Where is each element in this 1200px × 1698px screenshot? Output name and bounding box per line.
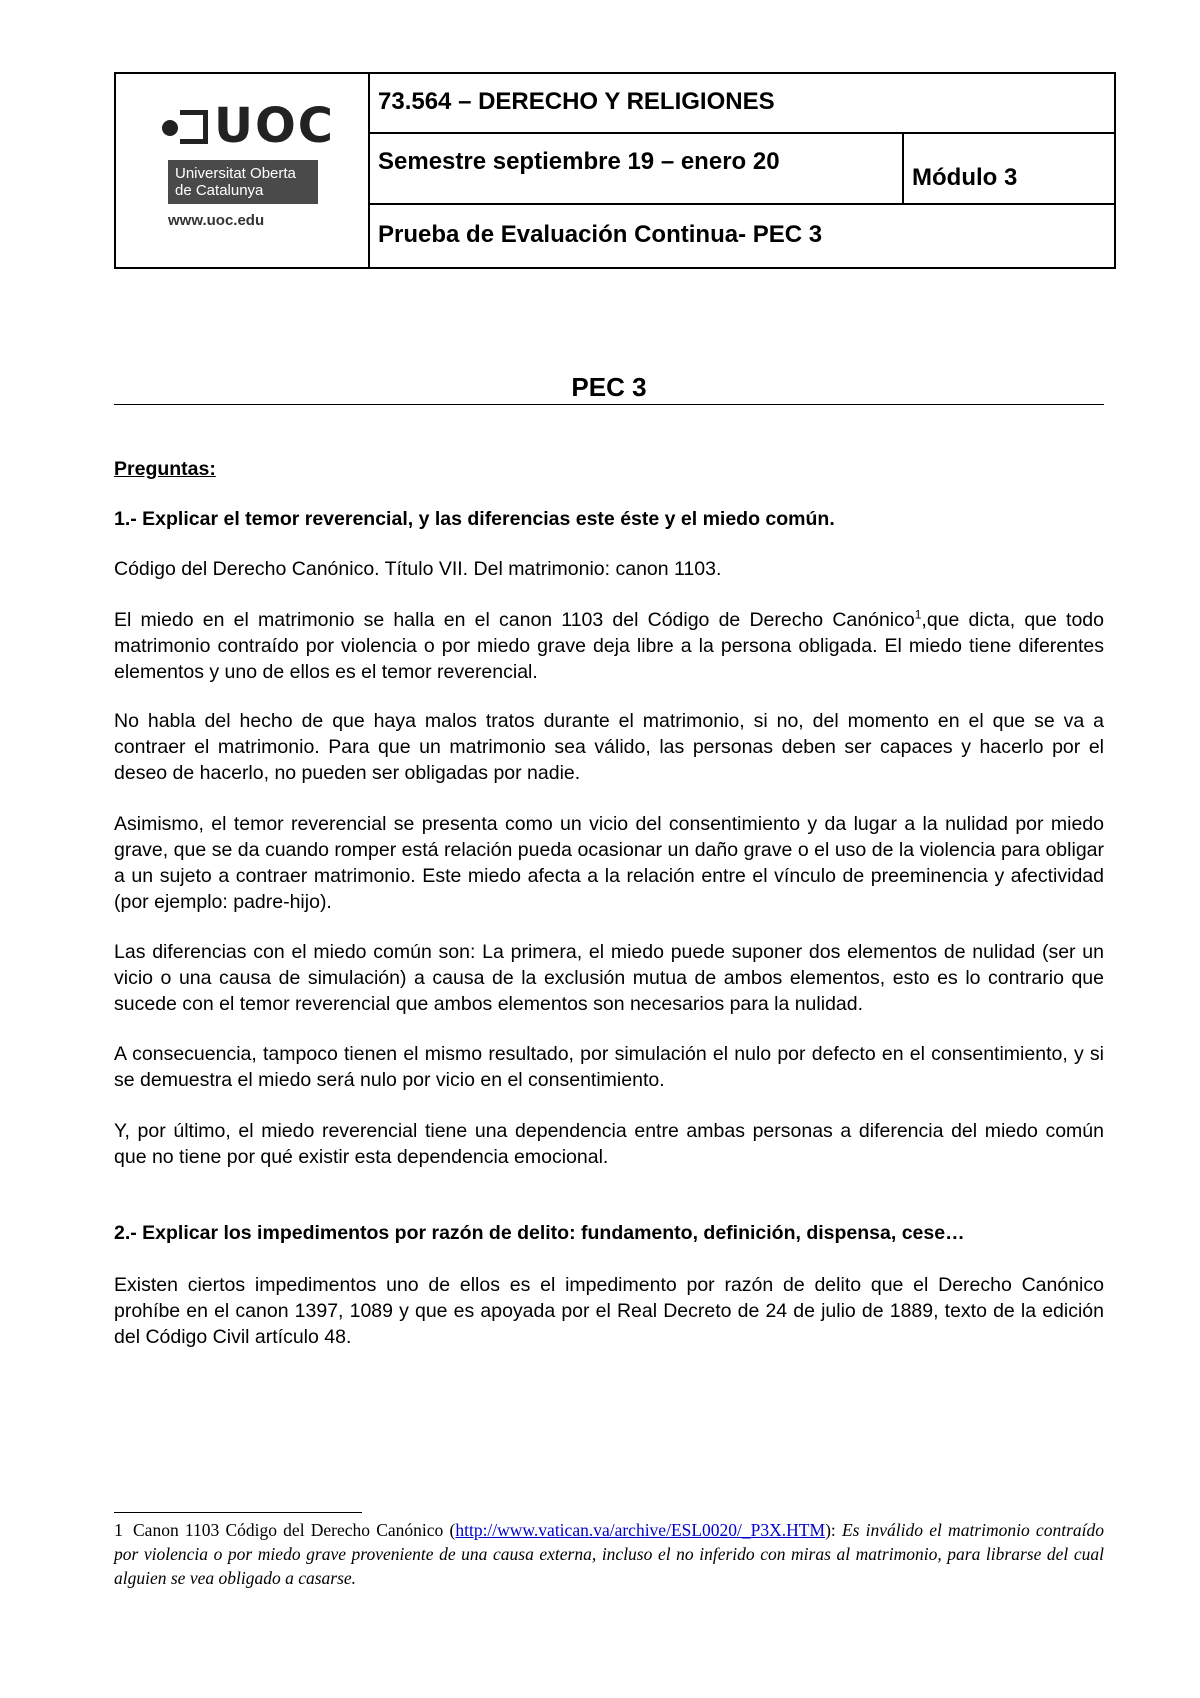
q1-paragraph-5: Las diferencias con el miedo común son: La primera, el miedo puede suponer dos elementos de nulidad (ser un vicio o una causa de simulación) a causa de la exclusión mutua de ambos elementos, esto es lo contrario que sucede con el temor reverencial que ambos elementos son necesarios para la nulidad. [114, 941, 1104, 1015]
semester-cell [370, 134, 904, 205]
logo-web: www.uoc.edu [168, 212, 265, 229]
semester-text: Semestre septiembre 19 – enero 20 [378, 148, 780, 175]
test-cell [370, 205, 1114, 267]
logo-institution-box [168, 160, 318, 204]
header-table [114, 72, 1116, 269]
q1-paragraph-3: No habla del hecho de que haya malos tratos durante el matrimonio, si no, del momento en el que se va a contraer el matrimonio. Para que un matrimonio sea válido, las personas deben ser capaces y hacerlo por el deseo de hacerlo, no pueden ser obligadas por nadie. [114, 710, 1104, 784]
logo-line-1: Universitat Oberta [175, 165, 296, 182]
module-text: Módulo 3 [912, 164, 1018, 191]
q1-paragraph-6: A consecuencia, tampoco tienen el mismo resultado, por simulación el nulo por defecto en el consentimiento, y si se demuestra el miedo será nulo por vicio en el consentimiento. [114, 1043, 1104, 1091]
page-title: PEC 3 [571, 372, 647, 402]
footnote-quote: Es inválido el matrimonio contraído por violencia o por miedo grave proveniente de una causa externa, incluso el no inferido con miras al matrimonio, para librarse del cual alguien se vea obligado a casarse. [114, 1520, 1104, 1588]
footnote-number: 1 [114, 1520, 123, 1540]
course-title: 73.564 – DERECHO Y RELIGIONES [378, 88, 775, 115]
module-cell [904, 134, 1114, 205]
course-cell [370, 74, 1114, 134]
title-divider [114, 404, 1104, 405]
q2-paragraph-1: Existen ciertos impedimentos uno de ellos es el impedimento por razón de delito que el Derecho Canónico prohíbe en el canon 1397, 1089 y que es apoyada por el Real Decreto de 24 de julio de 1889, texto de la edición del Código Civil artículo 48. [114, 1274, 1104, 1348]
footnote-ref[interactable]: 1 [914, 607, 922, 622]
footnote [114, 1518, 1104, 1590]
footnote-text-b: ): [825, 1520, 842, 1540]
uoc-logo [160, 98, 336, 238]
q1-paragraph-2-b: ,que dicta, que todo matrimonio contraído por violencia o por miedo grave deja libre a la persona obligada. El miedo tiene diferentes elementos y uno de ellos es el temor reverencial. [114, 609, 1104, 683]
q1-paragraph-2-a: El miedo en el matrimonio se halla en el canon 1103 del Código de Derecho Canónico [114, 609, 915, 631]
test-title: Prueba de Evaluación Continua- PEC 3 [378, 221, 823, 248]
q1-paragraph-7: Y, por último, el miedo reverencial tiene una dependencia entre ambas personas a diferencia del miedo común que no tiene por qué existir esta dependencia emocional. [114, 1120, 1104, 1168]
q1-paragraph-1: Código del Derecho Canónico. Título VII. Del matrimonio: canon 1103. [114, 558, 722, 580]
question-2: 2.- Explicar los impedimentos por razón de delito: fundamento, definición, dispensa, cese… [114, 1222, 965, 1244]
question-1: 1.- Explicar el temor reverencial, y las diferencias este éste y el miedo común. [114, 508, 835, 530]
footnote-link[interactable]: http://www.vatican.va/archive/ESL0020/_P3X.HTM [455, 1520, 826, 1540]
logo-bracket-icon [180, 110, 208, 144]
footnote-text-a: Canon 1103 Código del Derecho Canónico ( [133, 1520, 456, 1540]
logo-word: UOC [214, 98, 336, 154]
q1-paragraph-4: Asimismo, el temor reverencial se presenta como un vicio del consentimiento y da lugar a la nulidad por miedo grave, que se da cuando romper está relación pueda ocasionar un daño grave o el uso de la violencia para obligar a un sujeto a contraer matrimonio. Este miedo afecta a la relación entre el vínculo de preeminencia y afectividad (por ejemplo: padre-hijo). [114, 813, 1104, 913]
section-label: Preguntas: [114, 458, 216, 480]
logo-dot-icon [162, 120, 178, 136]
footnote-divider [114, 1512, 362, 1513]
logo-cell [116, 74, 370, 267]
logo-line-2: de Catalunya [175, 182, 264, 199]
q1-paragraph-2 [114, 607, 1104, 685]
